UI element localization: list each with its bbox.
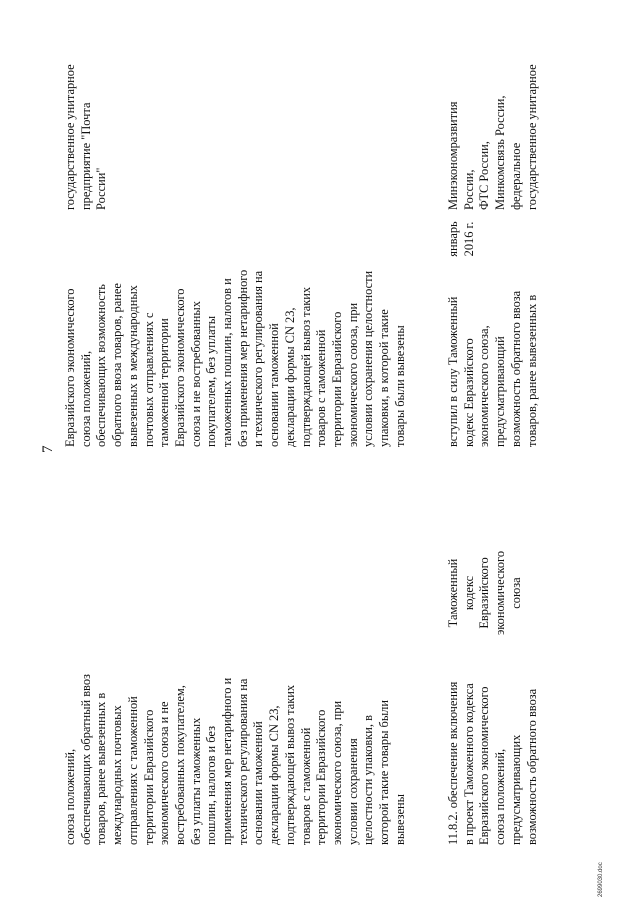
row2-responsible-text: Минэкономразвития России, ФТС России, Минкомсвязь России, федеральное государственное унитарное [446,64,539,210]
page-number: 7 [40,445,56,453]
row2-document-type: Таможенный кодекс Евразийского экономического союза [446,550,523,636]
file-name: 2699030.doc [598,862,604,897]
row2-deadline: январь 2016 г. [446,221,476,257]
row1-status-text: Евразийского экономического союза положений, обеспечивающих возможность обратного ввоза товаров, ранее вывезенных в международных почтовых отправлениях с таможенной территории Евразийского экономического союза и не востребованных покупателем, без уплаты таможенных пошлин, налогов и без применения мер нетарифного и технического регулирования на основании таможенной декларации формы CN 23, подтверждающей вывоз таких товаров с таможенной территории Евразийского экономического союза, при условии сохранения целостности упаковки, в которой такие товары были вывезены [63,269,407,447]
row2-status-text: вступил в силу Таможенный кодекс Евразийского экономического союза, предусматривающий возможность обратного ввоза товаров, ранее вывезенных в [446,290,539,447]
row1-responsible-text: государственное унитарное предприятие "Почта России" [63,64,109,210]
row2-measure-text: 11.8.2. обеспечение включения в проект Таможенного кодекса Евразийского экономического союза положений, предусматривающих возможность обратного ввоза [446,681,539,845]
row1-measure-text: союза положений, обеспечивающих обратный ввоз товаров, ранее вывезенных в международных почтовых отправлениях с таможенной территории Евразийского экономического союза и не востребованных покупателем, без уплаты таможенных пошлин, налогов и без применения мер нетарифного и технического регулирования на основании таможенной декларации формы CN 23, подтверждающей вывоз таких товаров с таможенной территории Евразийского экономического союза, при условии сохранения целостности упаковки, в которой такие товары были вывезены [63,674,407,845]
